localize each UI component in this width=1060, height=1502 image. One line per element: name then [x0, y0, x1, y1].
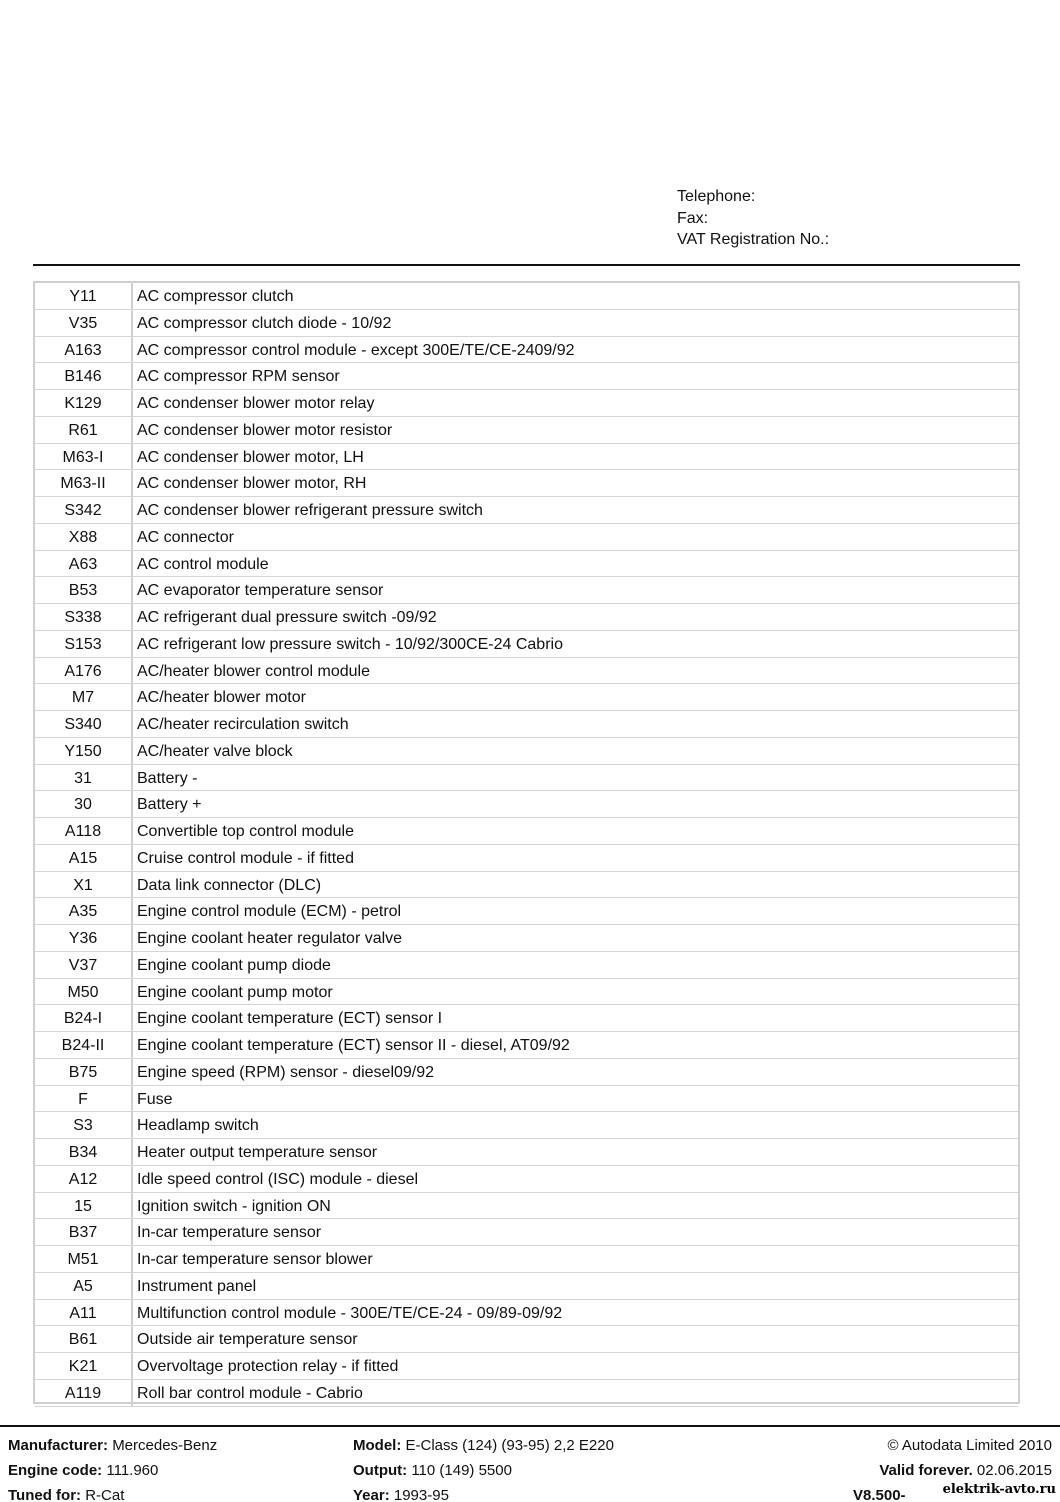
output-value: 110 (149) 5500 [411, 1462, 512, 1479]
version-text: V8.500- [853, 1487, 906, 1502]
output-label: Output: [353, 1462, 408, 1479]
table-row [35, 1005, 1018, 1032]
component-description: AC condenser blower motor, LH [137, 448, 364, 466]
component-code: A119 [35, 1380, 133, 1406]
component-code: B34 [35, 1139, 133, 1165]
component-legend-table [33, 281, 1020, 1404]
header-divider [33, 264, 1020, 266]
component-description: AC compressor clutch diode - 10/92 [137, 314, 392, 332]
footer-output [353, 1462, 512, 1479]
component-code: S3 [35, 1112, 133, 1138]
component-description: AC refrigerant dual pressure switch -09/92 [137, 609, 437, 626]
component-description: Engine control module (ECM) - petrol [137, 903, 402, 921]
table-row [35, 684, 1018, 711]
component-description: AC condenser blower refrigerant pressure switch [137, 502, 483, 519]
component-code: R61 [35, 417, 133, 443]
component-code: M51 [35, 1246, 133, 1272]
table-row [35, 497, 1018, 524]
component-description: Data link connector (DLC) [137, 876, 322, 894]
component-code: Y150 [35, 738, 133, 764]
component-code: M63-I [35, 444, 133, 470]
table-row [35, 952, 1018, 979]
table-row [35, 1086, 1018, 1113]
component-code: Y11 [35, 283, 133, 309]
component-description: AC evaporator temperature sensor [137, 582, 384, 600]
table-row [35, 524, 1018, 551]
table-row [35, 1353, 1018, 1380]
component-code: A12 [35, 1166, 133, 1192]
engine-code-label: Engine code: [8, 1462, 103, 1479]
component-description: Engine coolant temperature (ECT) sensor II - diesel, AT09/92 [137, 1037, 570, 1054]
component-code: K129 [35, 390, 133, 416]
component-description: Battery - [137, 769, 198, 787]
table-row [35, 444, 1018, 471]
footer-model [353, 1437, 614, 1454]
component-code: X1 [35, 872, 133, 898]
manufacturer-label: Manufacturer: [8, 1437, 109, 1454]
year-value: 1993-95 [393, 1487, 449, 1502]
component-code: B24-I [35, 1005, 133, 1031]
table-row [35, 390, 1018, 417]
component-code: 31 [35, 765, 133, 791]
table-row [35, 818, 1018, 845]
component-code: F [35, 1086, 133, 1112]
component-description: AC/heater recirculation switch [137, 716, 349, 733]
table-row [35, 363, 1018, 390]
component-description: Battery + [137, 796, 202, 814]
component-description: In-car temperature sensor blower [137, 1251, 373, 1268]
table-row [35, 1193, 1018, 1220]
footer-copyright [887, 1437, 1052, 1454]
component-code: M63-II [35, 470, 133, 496]
component-description: AC connector [137, 528, 234, 546]
table-row [35, 337, 1018, 364]
model-value: E-Class (124) (93-95) 2,2 E220 [405, 1437, 614, 1454]
table-row [35, 925, 1018, 952]
component-description: Engine coolant temperature (ECT) sensor I [137, 1010, 443, 1028]
component-description: Roll bar control module - Cabrio [137, 1384, 363, 1402]
table-row [35, 417, 1018, 444]
component-description: Heater output temperature sensor [137, 1144, 378, 1161]
component-description: AC compressor clutch [137, 288, 294, 305]
component-code: M50 [35, 979, 133, 1005]
component-description: Cruise control module - if fitted [137, 849, 354, 867]
manufacturer-value: Mercedes-Benz [112, 1437, 218, 1454]
table-row [35, 283, 1018, 310]
table-row [35, 738, 1018, 765]
component-description: Multifunction control module - 300E/TE/CE-24 - 09/89-09/92 [137, 1304, 563, 1322]
component-code: S342 [35, 497, 133, 523]
table-row [35, 979, 1018, 1006]
component-code: A163 [35, 337, 133, 363]
table-row [35, 470, 1018, 497]
component-code: V37 [35, 952, 133, 978]
vat-label: VAT Registration No.: [677, 231, 830, 248]
tuned-for-label: Tuned for: [8, 1487, 82, 1502]
component-description: AC condenser blower motor relay [137, 395, 375, 412]
component-code: B146 [35, 363, 133, 389]
component-code: S338 [35, 604, 133, 630]
telephone-label: Telephone: [677, 188, 756, 205]
component-description: AC/heater blower control module [137, 662, 371, 680]
component-code: B75 [35, 1059, 133, 1085]
copyright-text: © Autodata Limited 2010 [887, 1437, 1052, 1454]
table-row [35, 1219, 1018, 1246]
component-description: Engine coolant pump motor [137, 983, 333, 1001]
site-watermark: elektrik-avto.ru [942, 1482, 1056, 1497]
component-code: B37 [35, 1219, 133, 1245]
component-code: B53 [35, 577, 133, 603]
table-row [35, 791, 1018, 818]
year-label: Year: [353, 1487, 390, 1502]
valid-label: Valid forever. [879, 1462, 973, 1479]
table-row [35, 604, 1018, 631]
table-row [35, 898, 1018, 925]
component-code: K21 [35, 1353, 133, 1379]
footer [0, 1425, 1060, 1502]
component-code: M7 [35, 684, 133, 710]
component-code: S340 [35, 711, 133, 737]
legend-rows [35, 283, 1018, 1407]
model-label: Model: [353, 1437, 402, 1454]
footer-engine-code [8, 1462, 158, 1479]
component-code: A35 [35, 898, 133, 924]
table-row [35, 872, 1018, 899]
component-description: AC condenser blower motor, RH [137, 475, 367, 493]
component-code: A63 [35, 551, 133, 577]
component-description: AC control module [137, 555, 269, 573]
contact-block [677, 186, 829, 251]
engine-code-value: 111.960 [106, 1462, 159, 1479]
component-code: A118 [35, 818, 133, 844]
component-description: Outside air temperature sensor [137, 1331, 358, 1349]
component-description: AC condenser blower motor resistor [137, 421, 393, 439]
table-row [35, 1059, 1018, 1086]
table-row [35, 310, 1018, 337]
table-row [35, 577, 1018, 604]
component-description: Convertible top control module [137, 823, 355, 840]
component-code: B61 [35, 1326, 133, 1352]
component-code: A5 [35, 1273, 133, 1299]
table-row [35, 1139, 1018, 1166]
valid-date: 02.06.2015 [976, 1462, 1052, 1479]
component-description: AC compressor control module - except 300E/TE/CE-2409/92 [137, 341, 575, 359]
component-description: Ignition switch - ignition ON [137, 1197, 331, 1215]
component-description: AC refrigerant low pressure switch - 10/92/300CE-24 Cabrio [137, 635, 563, 653]
component-code: A15 [35, 845, 133, 871]
component-description: In-car temperature sensor [137, 1224, 322, 1242]
footer-manufacturer [8, 1437, 217, 1454]
footer-valid [879, 1462, 1052, 1479]
table-row [35, 1326, 1018, 1353]
component-code: 15 [35, 1193, 133, 1219]
component-code: S153 [35, 631, 133, 657]
component-description: AC/heater valve block [137, 742, 293, 760]
table-row [35, 845, 1018, 872]
component-code: Y36 [35, 925, 133, 951]
component-description: Engine coolant heater regulator valve [137, 930, 403, 947]
component-description: Overvoltage protection relay - if fitted [137, 1358, 399, 1375]
component-code: 30 [35, 791, 133, 817]
table-row [35, 1380, 1018, 1407]
table-row [35, 1166, 1018, 1193]
fax-label: Fax: [677, 209, 709, 227]
component-code: B24-II [35, 1032, 133, 1058]
component-description: Fuse [137, 1090, 173, 1108]
component-code: A11 [35, 1300, 133, 1326]
component-description: Idle speed control (ISC) module - diesel [137, 1170, 419, 1188]
table-row [35, 1273, 1018, 1300]
table-row [35, 658, 1018, 685]
table-row [35, 765, 1018, 792]
table-row [35, 1032, 1018, 1059]
table-row [35, 711, 1018, 738]
component-description: AC/heater blower motor [137, 689, 306, 707]
component-code: X88 [35, 524, 133, 550]
component-description: Engine speed (RPM) sensor - diesel09/92 [137, 1063, 435, 1081]
table-row [35, 1246, 1018, 1273]
component-code: V35 [35, 310, 133, 336]
table-row [35, 1300, 1018, 1327]
component-description: Instrument panel [137, 1277, 257, 1295]
component-description: Headlamp switch [137, 1117, 259, 1135]
table-row [35, 631, 1018, 658]
table-row [35, 551, 1018, 578]
table-row [35, 1112, 1018, 1139]
tuned-for-value: R-Cat [85, 1487, 125, 1502]
component-description: AC compressor RPM sensor [137, 368, 340, 386]
component-code: A176 [35, 658, 133, 684]
component-description: Engine coolant pump diode [137, 956, 331, 974]
